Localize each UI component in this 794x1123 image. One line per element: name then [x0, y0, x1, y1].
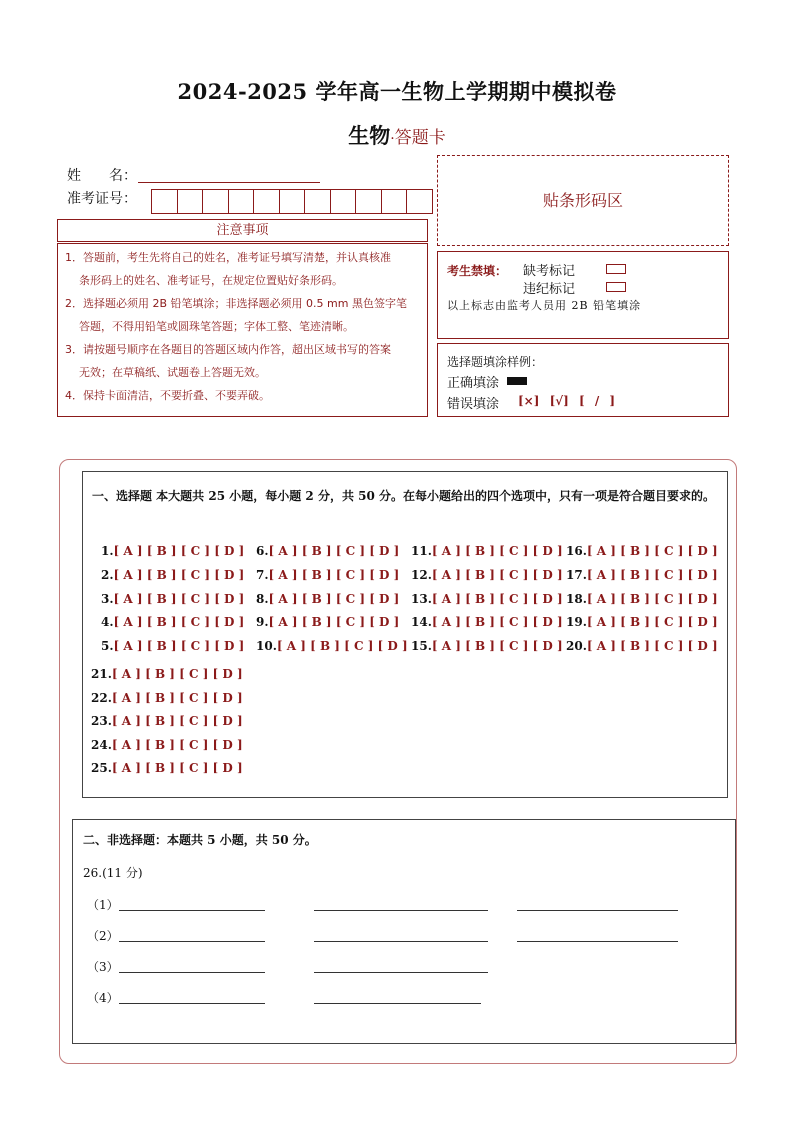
correct-fill-mark	[507, 377, 527, 385]
choice-question	[101, 544, 244, 558]
fill-sample-box	[437, 343, 729, 417]
name-field[interactable]	[138, 182, 320, 183]
answer-options[interactable]: [ A ] [ B ] [ C ] [ D ]	[586, 615, 718, 629]
notice-line: 2．选择题必须用 2B 铅笔填涂；非选择题必须用 0.5 mm 黑色签字笔	[65, 297, 407, 310]
choice-question	[566, 615, 718, 629]
question-number: 22.	[91, 690, 112, 705]
section1-header: 一、选择题 本大题共 25 小题，每小题 2 分，共 50 分。在每小题给出的四个选项中，只有一项是符合题目要求的。	[92, 489, 715, 503]
subtitle-dot: ·	[390, 131, 395, 147]
forbidden-title: 考生禁填：	[447, 264, 508, 278]
answer-options[interactable]: [ A ] [ B ] [ C ] [ D ]	[111, 667, 243, 681]
question-number: 7.	[256, 568, 269, 582]
answer-options[interactable]: [ A ] [ B ] [ C ] [ D ]	[113, 568, 245, 582]
question-number: 15.	[411, 639, 432, 653]
choice-question	[566, 592, 718, 606]
answer-line[interactable]	[119, 910, 265, 911]
answer-line[interactable]	[119, 1003, 265, 1004]
question-number: 17.	[566, 568, 587, 582]
exam-number-box[interactable]	[202, 189, 229, 214]
answer-options[interactable]: [ A ] [ B ] [ C ] [ D ]	[586, 544, 718, 558]
exam-number-boxes	[151, 189, 432, 214]
violation-mark-label: 违纪标记	[523, 282, 576, 297]
notice-line: 3．请按题号顺序在各题目的答题区域内作答，超出区域书写的答案	[65, 343, 391, 356]
question-number: 14.	[411, 615, 432, 629]
question-number: 11.	[411, 544, 432, 558]
question-number: 24.	[91, 737, 112, 752]
exam-number-box[interactable]	[177, 189, 204, 214]
answer-options[interactable]: [ A ] [ B ] [ C ] [ D ]	[268, 544, 400, 558]
choice-question	[101, 592, 244, 606]
question-number: 21.	[91, 667, 112, 681]
missing-mark-box[interactable]	[606, 264, 626, 274]
forbidden-note: 以上标志由监考人员用 2B 铅笔填涂	[447, 299, 642, 312]
choice-question	[101, 639, 244, 653]
choice-question	[411, 592, 563, 606]
sub-question-label: （3）	[87, 960, 119, 974]
answer-options[interactable]: [ A ] [ B ] [ C ] [ D ]	[268, 568, 400, 582]
question-number: 16.	[566, 544, 587, 558]
page-subtitle	[0, 120, 794, 150]
question-number: 9.	[256, 615, 269, 629]
answer-line[interactable]	[517, 941, 678, 942]
answer-options[interactable]: [ A ] [ B ] [ C ] [ D ]	[431, 544, 563, 558]
exam-number-label: 准考证号：	[67, 191, 137, 207]
question-number: 10.	[256, 639, 277, 653]
exam-number-box[interactable]	[330, 189, 357, 214]
question-number: 6.	[256, 544, 269, 558]
answer-options[interactable]: [ A ] [ B ] [ C ] [ D ]	[276, 639, 408, 653]
notice-line: 4．保持卡面清洁，不要折叠、不要弄破。	[65, 389, 270, 402]
answer-options[interactable]: [ A ] [ B ] [ C ] [ D ]	[586, 592, 718, 606]
choice-question	[91, 738, 243, 752]
section2-header: 二、非选择题：本题共 5 小题，共 50 分。	[83, 833, 317, 847]
answer-card-label: 答题卡	[394, 128, 446, 148]
question-number: 23.	[91, 714, 112, 729]
question-number: 20.	[566, 639, 587, 653]
question-number: 13.	[411, 592, 432, 606]
notice-line: 1．答题前，考生先将自己的姓名，准考证号填写清楚，并认真核准	[65, 251, 391, 264]
choice-question	[256, 568, 399, 582]
forbidden-box	[437, 251, 729, 339]
choice-question	[411, 544, 563, 558]
question-number: 2.	[101, 568, 114, 582]
wrong-fill-label: 错误填涂	[447, 397, 500, 412]
answer-options[interactable]: [ A ] [ B ] [ C ] [ D ]	[586, 568, 718, 582]
answer-options[interactable]: [ A ] [ B ] [ C ] [ D ]	[431, 568, 563, 582]
notice-box	[57, 243, 428, 417]
choice-question	[91, 714, 243, 728]
exam-number-box[interactable]	[253, 189, 280, 214]
wrong-fill-marks: [×] [√] [ / ]	[518, 394, 616, 408]
question-number: 3.	[101, 592, 114, 606]
answer-options[interactable]: [ A ] [ B ] [ C ] [ D ]	[113, 592, 245, 606]
answer-line[interactable]	[314, 910, 488, 911]
exam-number-box[interactable]	[228, 189, 255, 214]
exam-number-box[interactable]	[381, 189, 408, 214]
sub-question-label: （1）	[87, 898, 119, 912]
answer-options[interactable]: [ A ] [ B ] [ C ] [ D ]	[268, 615, 400, 629]
answer-options[interactable]: [ A ] [ B ] [ C ] [ D ]	[431, 615, 563, 629]
non-choice-section	[72, 819, 736, 1044]
answer-line[interactable]	[314, 972, 488, 973]
exam-number-box[interactable]	[355, 189, 382, 214]
subject-name: 生物	[348, 123, 391, 148]
question-number: 18.	[566, 592, 587, 606]
question-number: 1.	[101, 544, 114, 558]
exam-number-box[interactable]	[279, 189, 306, 214]
answer-options[interactable]: [ A ] [ B ] [ C ] [ D ]	[113, 544, 245, 558]
answer-options[interactable]: [ A ] [ B ] [ C ] [ D ]	[431, 639, 563, 653]
notice-item	[65, 292, 425, 338]
answer-line[interactable]	[119, 972, 265, 973]
notice-heading: 注意事项	[57, 219, 428, 242]
answer-options[interactable]: [ A ] [ B ] [ C ] [ D ]	[111, 690, 243, 705]
answer-line[interactable]	[119, 941, 265, 942]
question-number: 5.	[101, 639, 114, 653]
choice-question	[91, 761, 243, 775]
notice-item	[65, 384, 425, 407]
fill-sample-title: 选择题填涂样例：	[447, 355, 544, 369]
choice-question	[256, 639, 408, 653]
notice-line: 条形码上的姓名、准考证号，在规定位置贴好条形码。	[79, 274, 343, 287]
answer-options[interactable]: [ A ] [ B ] [ C ] [ D ]	[586, 639, 718, 653]
answer-line[interactable]	[314, 941, 488, 942]
question-number: 12.	[411, 568, 432, 582]
question-number: 25.	[91, 761, 112, 776]
notice-item	[65, 338, 425, 384]
missing-mark-label: 缺考标记	[523, 264, 576, 279]
choice-question	[566, 568, 718, 582]
choice-question	[91, 667, 243, 681]
answer-options[interactable]: [ A ] [ B ] [ C ] [ D ]	[113, 615, 245, 629]
answer-options[interactable]: [ A ] [ B ] [ C ] [ D ]	[111, 761, 243, 776]
answer-options[interactable]: [ A ] [ B ] [ C ] [ D ]	[431, 592, 563, 606]
choice-question	[411, 615, 563, 629]
choice-question	[256, 544, 399, 558]
answer-line[interactable]	[517, 910, 678, 911]
multiple-choice-section	[82, 471, 728, 798]
choice-question	[566, 544, 718, 558]
exam-number-box[interactable]	[151, 189, 178, 214]
notice-line: 无效；在草稿纸、试题卷上答题无效。	[79, 366, 266, 379]
choice-question	[411, 568, 563, 582]
choice-question	[566, 639, 718, 653]
name-label: 姓 名：	[67, 168, 137, 184]
answer-options[interactable]: [ A ] [ B ] [ C ] [ D ]	[111, 714, 243, 729]
choice-question	[101, 615, 244, 629]
notice-line: 答题，不得用铅笔或圆珠笔答题；字体工整、笔迹清晰。	[79, 320, 354, 333]
choice-question	[411, 639, 563, 653]
choice-question	[101, 568, 244, 582]
question-number: 8.	[256, 592, 269, 606]
choice-question	[256, 615, 399, 629]
choice-question	[256, 592, 399, 606]
violation-mark-box[interactable]	[606, 282, 626, 292]
exam-number-box[interactable]	[304, 189, 331, 214]
choice-question	[91, 691, 243, 705]
page-title: 2024-2025 学年高一生物上学期期中模拟卷	[177, 79, 617, 104]
notice-item	[65, 246, 425, 292]
question-26-label: 26.(11 分)	[83, 866, 143, 880]
question-number: 4.	[101, 615, 114, 629]
answer-line[interactable]	[314, 1003, 481, 1004]
exam-number-box[interactable]	[406, 189, 433, 214]
answer-options[interactable]: [ A ] [ B ] [ C ] [ D ]	[113, 639, 245, 653]
answer-options[interactable]: [ A ] [ B ] [ C ] [ D ]	[268, 592, 400, 606]
sub-question-label: （4）	[87, 991, 119, 1005]
question-number: 19.	[566, 615, 587, 629]
answer-options[interactable]: [ A ] [ B ] [ C ] [ D ]	[111, 737, 243, 752]
barcode-area[interactable]: 贴条形码区	[437, 155, 729, 246]
sub-question-label: （2）	[87, 929, 119, 943]
correct-fill-label: 正确填涂	[447, 376, 500, 391]
